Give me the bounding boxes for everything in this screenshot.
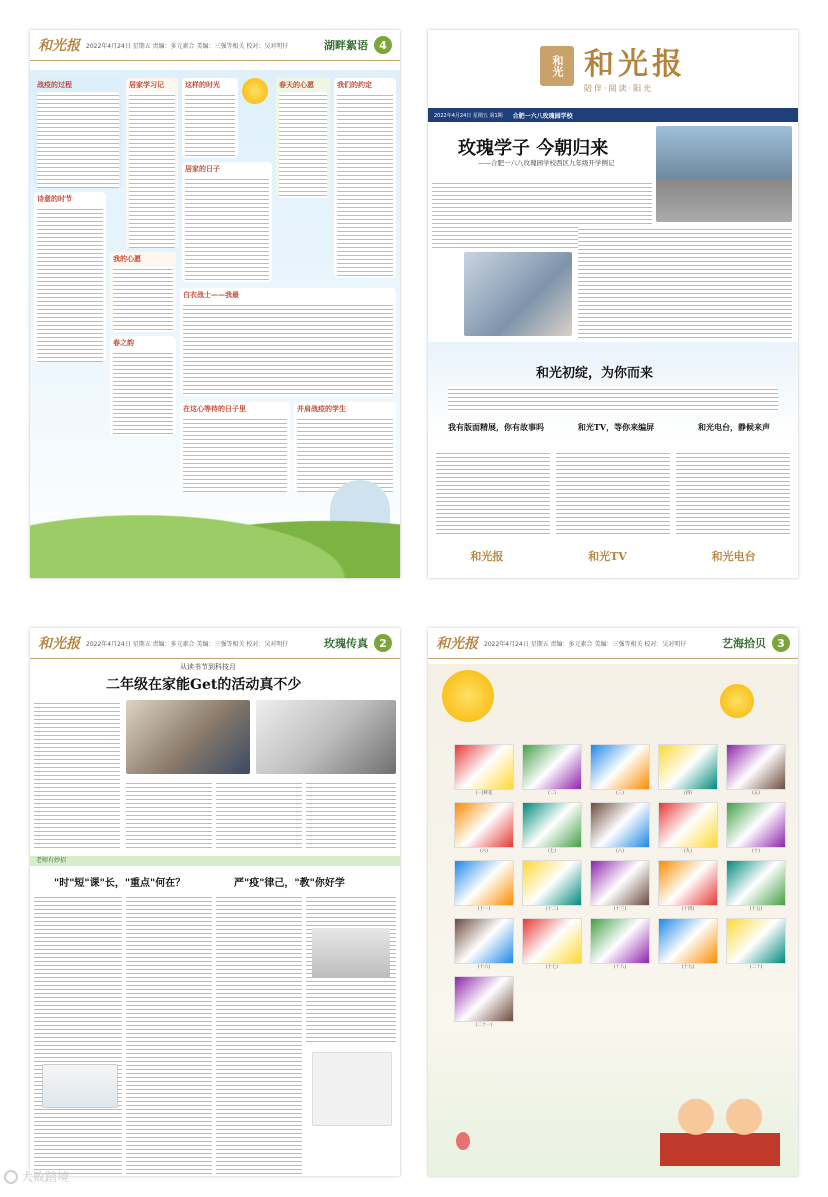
artwork-thumbnail <box>590 802 650 848</box>
sun-illustration <box>242 78 268 104</box>
artwork-caption: (二十) <box>749 965 763 970</box>
feature-title: 和光初绽，为你而来 <box>536 366 654 381</box>
kicker: 从读书节到科技月 <box>180 663 236 671</box>
section-title: 湖畔絮语 <box>324 39 368 52</box>
article-title: 春天的心愿 <box>279 81 314 89</box>
artwork-thumbnail <box>522 744 582 790</box>
newspaper-page-2[interactable] <box>30 628 400 1176</box>
sub-headline: "时"短"课"长，"重点"何在？ <box>54 878 186 889</box>
artwork-thumbnail <box>454 802 514 848</box>
screenshot-figure <box>42 1064 118 1108</box>
article-box <box>294 402 396 492</box>
column-title: 和光电台，静候来声 <box>698 422 770 432</box>
artwork-thumbnail <box>658 918 718 964</box>
drawing-photo <box>312 1052 392 1126</box>
newspaper-logo: 和光报 <box>436 636 478 652</box>
issue-meta: 2022年4月24日 星期五 责编：多元素合 美编：三强等相关 校对：吴对明仔 <box>86 640 289 648</box>
campus-photo <box>656 126 792 222</box>
artwork-caption: (一)鲜花 <box>475 791 493 796</box>
article-box <box>276 78 330 198</box>
page-header <box>428 628 798 659</box>
newspaper-logo: 和光报 <box>38 636 80 652</box>
artwork-caption: (五) <box>751 791 760 796</box>
page-body <box>30 70 400 578</box>
artwork-thumbnail <box>658 744 718 790</box>
article-title: 春之韵 <box>113 339 134 347</box>
page-header <box>30 628 400 659</box>
artwork-caption: (十二) <box>545 907 559 912</box>
artwork-caption: (九) <box>683 849 692 854</box>
newspaper-page-3[interactable] <box>428 628 798 1176</box>
brand-row <box>428 548 798 564</box>
article-title: 白衣战士——我最 <box>183 291 239 299</box>
artwork-thumbnail <box>590 744 650 790</box>
section-title: 艺海拾贝 <box>722 637 766 650</box>
issue-meta: 2022年4月24日 星期五 责编：多元素合 美编：三强等相关 校对：吴对明仔 <box>86 42 289 50</box>
article-title: 居家的日子 <box>185 165 220 173</box>
masthead-title: 和光报 <box>584 46 686 82</box>
artwork-thumbnail <box>454 744 514 790</box>
exhibit-photo <box>312 928 390 978</box>
watermark-icon <box>4 1170 18 1184</box>
artwork-thumbnail <box>522 860 582 906</box>
artwork-thumbnail <box>658 860 718 906</box>
classroom-photo <box>464 252 572 336</box>
kids-illustration <box>660 1084 780 1166</box>
feature-panel <box>428 342 798 578</box>
artwork-caption: (十三) <box>613 907 627 912</box>
article-title: 居家学习记 <box>129 81 164 89</box>
brand-tv: 和光TV <box>588 550 627 563</box>
article-title: 并肩战疫的学生 <box>297 405 346 413</box>
sun-illustration <box>442 670 494 722</box>
brand-newspaper: 和光报 <box>470 550 504 563</box>
artwork-thumbnail <box>454 976 514 1022</box>
artwork-caption: (二十一) <box>475 1023 493 1028</box>
page-number: 3 <box>772 634 790 652</box>
newspaper-page-4[interactable] <box>30 30 400 578</box>
article-title: 在这心等待的日子里 <box>183 405 246 413</box>
student-desk-photo <box>256 700 396 774</box>
article-box <box>110 252 176 332</box>
masthead-slogan: 陪伴·阅读·阳光 <box>584 83 654 93</box>
art-gallery <box>428 664 798 1176</box>
artwork-caption: (八) <box>615 849 624 854</box>
artwork-caption: (十六) <box>477 965 491 970</box>
artwork-thumbnail <box>522 918 582 964</box>
artwork-thumbnail <box>454 918 514 964</box>
lead-headline: 玫瑰学子 今朝归来 <box>458 138 609 159</box>
article-box <box>182 78 238 158</box>
article-title: 这样的时光 <box>185 81 220 89</box>
article-box <box>180 402 290 492</box>
section-strip <box>30 856 400 866</box>
newspaper-page-1[interactable] <box>428 30 798 578</box>
artwork-caption: (六) <box>479 849 488 854</box>
article-box <box>126 78 178 248</box>
artwork-thumbnail <box>590 860 650 906</box>
column-title: 和光TV，等你来编屏 <box>577 422 655 432</box>
issue-meta: 2022年4月24日 星期五 责编：多元素合 美编：三强等相关 校对：吴对明仔 <box>484 640 687 648</box>
artwork-thumbnail <box>726 744 786 790</box>
artwork-caption: (三) <box>615 791 624 796</box>
artwork-thumbnail <box>726 860 786 906</box>
page-number: 4 <box>374 36 392 54</box>
article-title: 我的心愿 <box>113 255 141 263</box>
artwork-caption: (十) <box>751 849 760 854</box>
sub-headline: 严"疫"律己，"教"你好学 <box>234 878 345 889</box>
school-name: 合肥一六八玫瑰园学校 <box>512 112 573 120</box>
issue-meta: 2022年4月24日 星期五 第1期 <box>434 112 503 119</box>
article-title: 诗意的时节 <box>37 195 72 203</box>
issue-bar <box>428 108 798 122</box>
artwork-thumbnail <box>658 802 718 848</box>
balloon-icon <box>456 1132 470 1150</box>
page-number: 2 <box>374 634 392 652</box>
artwork-caption: (十五) <box>749 907 763 912</box>
page-header <box>30 30 400 61</box>
logo-seal: 和光 <box>540 46 574 86</box>
artwork-thumbnail <box>726 802 786 848</box>
section-title: 玫瑰传真 <box>324 637 368 650</box>
article-box <box>34 78 122 188</box>
article-box <box>182 162 272 282</box>
artwork-caption: (十八) <box>613 965 627 970</box>
watermark <box>4 1168 69 1185</box>
artwork-caption: (十九) <box>681 965 695 970</box>
artwork-caption: (四) <box>683 791 692 796</box>
artwork-thumbnail <box>590 918 650 964</box>
article-title: 我们的约定 <box>337 81 372 89</box>
strip-label: 老师有妙招 <box>36 857 67 864</box>
article-title: 战疫的过程 <box>37 81 72 89</box>
artwork-caption: (七) <box>547 849 556 854</box>
article-box <box>34 192 106 362</box>
artwork-thumbnail <box>454 860 514 906</box>
artwork-caption: (十四) <box>681 907 695 912</box>
brand-radio: 和光电台 <box>711 550 756 563</box>
artwork-caption: (十一) <box>477 907 491 912</box>
artwork-thumbnail <box>522 802 582 848</box>
artwork-caption: (十七) <box>545 965 559 970</box>
students-photo <box>126 700 250 774</box>
lead-article-text <box>578 226 792 338</box>
article-box <box>180 288 396 396</box>
lead-subheadline: ——合肥一六八玫瑰园学校西区九年级开学侧记 <box>478 159 615 167</box>
sun-illustration <box>720 684 754 718</box>
article-box <box>110 336 176 436</box>
newspaper-logo: 和光报 <box>38 38 80 54</box>
landscape-illustration <box>30 498 400 578</box>
lead-headline: 二年级在家能Get的活动真不少 <box>106 677 302 693</box>
watermark-text: 大败踏境 <box>21 1170 70 1184</box>
column-title: 我有版面精展，你有故事吗 <box>448 422 544 432</box>
artwork-caption: (二) <box>547 791 556 796</box>
article-box <box>334 78 396 278</box>
masthead <box>428 30 798 102</box>
artwork-thumbnail <box>726 918 786 964</box>
